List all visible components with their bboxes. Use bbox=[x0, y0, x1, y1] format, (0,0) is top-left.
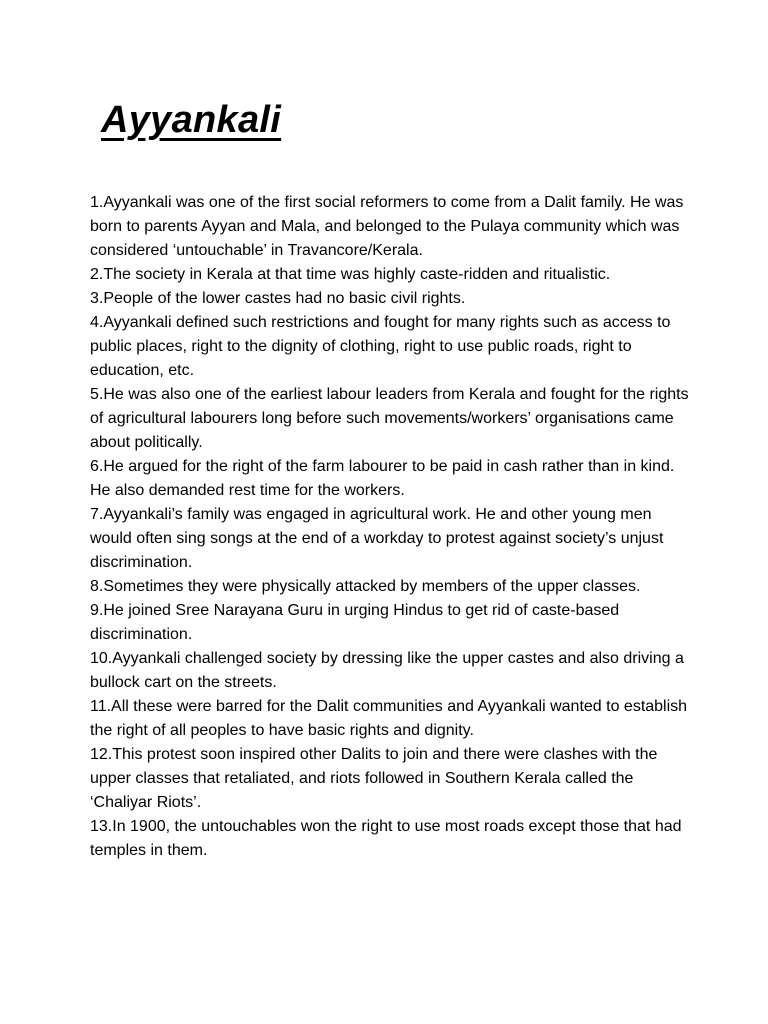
point-9: 9.He joined Sree Narayana Guru in urging Hindus to get rid of caste-based discrimination. bbox=[90, 602, 620, 643]
point-10: 10.Ayyankali challenged society by dressing like the upper castes and also driving a bullock cart on the streets. bbox=[90, 650, 684, 691]
point-13: 13.In 1900, the untouchables won the right to use most roads except those that had temples in them. bbox=[90, 818, 682, 859]
point-8: 8.Sometimes they were physically attacked by members of the upper classes. bbox=[90, 578, 641, 595]
point-1: 1.Ayyankali was one of the first social reformers to come from a Dalit family. He was born to parents Ayyan and Mala, and belonged to the Pulaya community which was considered ‘untouchable’ in Travancore/Kerala. bbox=[90, 194, 684, 259]
point-3: 3.People of the lower castes had no basic civil rights. bbox=[90, 290, 466, 307]
point-4: 4.Ayyankali defined such restrictions and fought for many rights such as access to public places, right to the dignity of clothing, right to use public roads, right to education, etc. bbox=[90, 314, 671, 379]
point-12: 12.This protest soon inspired other Dalits to join and there were clashes with the upper classes that retaliated, and riots followed in Southern Kerala called the ‘Chaliyar Riots’. bbox=[90, 746, 658, 811]
point-5: 5.He was also one of the earliest labour leaders from Kerala and fought for the rights of agricultural labourers long before such movements/workers’ organisations came about politically. bbox=[90, 386, 689, 451]
point-2: 2.The society in Kerala at that time was highly caste-ridden and ritualistic. bbox=[90, 266, 611, 283]
point-6: 6.He argued for the right of the farm labourer to be paid in cash rather than in kind. He also demanded rest time for the workers. bbox=[90, 458, 675, 499]
document-body bbox=[90, 191, 690, 863]
point-7: 7.Ayyankali’s family was engaged in agricultural work. He and other young men would often sing songs at the end of a workday to protest against society’s unjust discrimination. bbox=[90, 506, 664, 571]
document-title: Ayyankali bbox=[101, 99, 282, 141]
point-11: 11.All these were barred for the Dalit communities and Ayyankali wanted to establish the right of all peoples to have basic rights and dignity. bbox=[90, 698, 688, 739]
